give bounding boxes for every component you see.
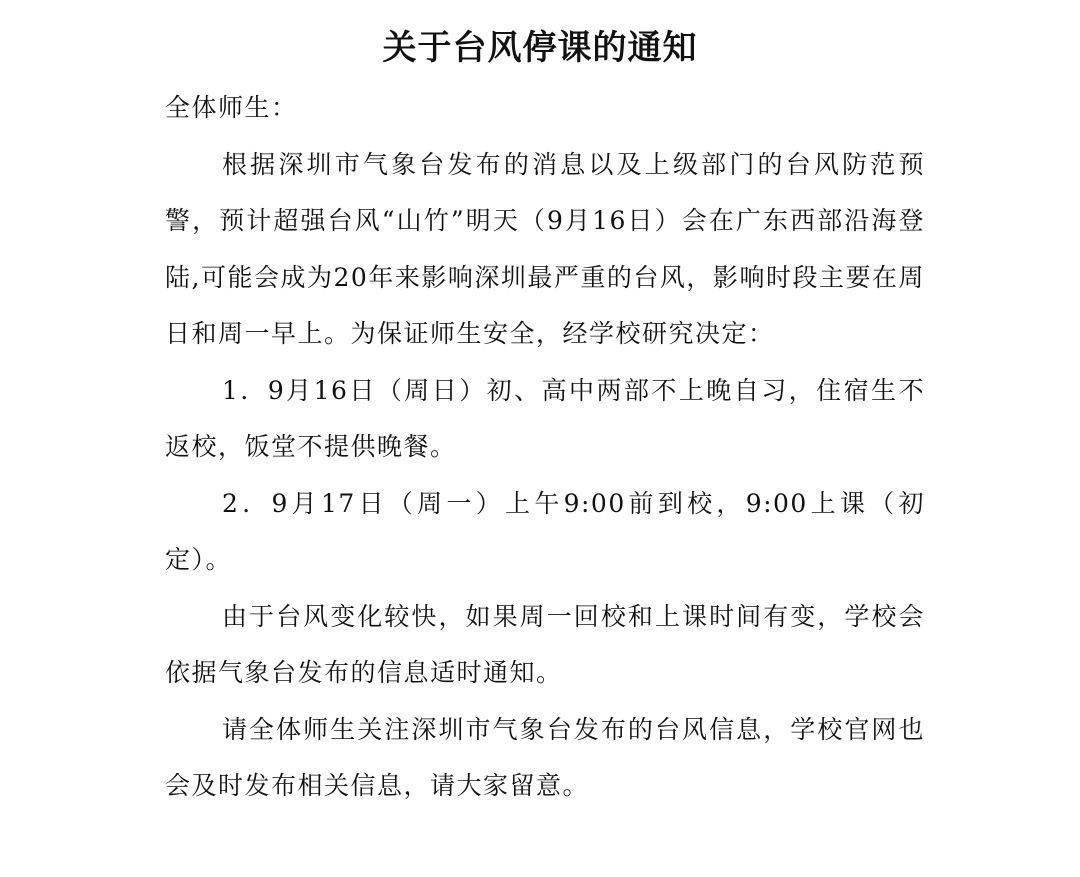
paragraph-announcement: 根据深圳市气象台发布的消息以及上级部门的台风防范预警，预计超强台风“山竹”明天（9月16日）会在广东西部沿海登陆,可能会成为20年来影响深圳最严重的台风，影响时段主要在周日和周一早上。为保证师生安全，经学校研究决定： [165, 149, 925, 348]
salutation: 全体师生： [165, 93, 298, 122]
paragraph-closing: 请全体师生关注深圳市气象台发布的台风信息，学校官网也会及时发布相关信息，请大家留意。 [165, 714, 925, 800]
notice-title: 关于台风停课的通知 [382, 28, 698, 68]
paragraph-item-1: 1．9月16日（周日）初、高中两部不上晚自习，住宿生不返校，饭堂不提供晚餐。 [165, 375, 925, 461]
paragraph-change-notice: 由于台风变化较快，如果周一回校和上课时间有变，学校会依据气象台发布的信息适时通知。 [165, 601, 925, 687]
paragraph-item-2: 2．9月17日（周一）上午9:00前到校，9:00上课（初定）。 [165, 488, 925, 574]
notice-body [165, 80, 925, 815]
